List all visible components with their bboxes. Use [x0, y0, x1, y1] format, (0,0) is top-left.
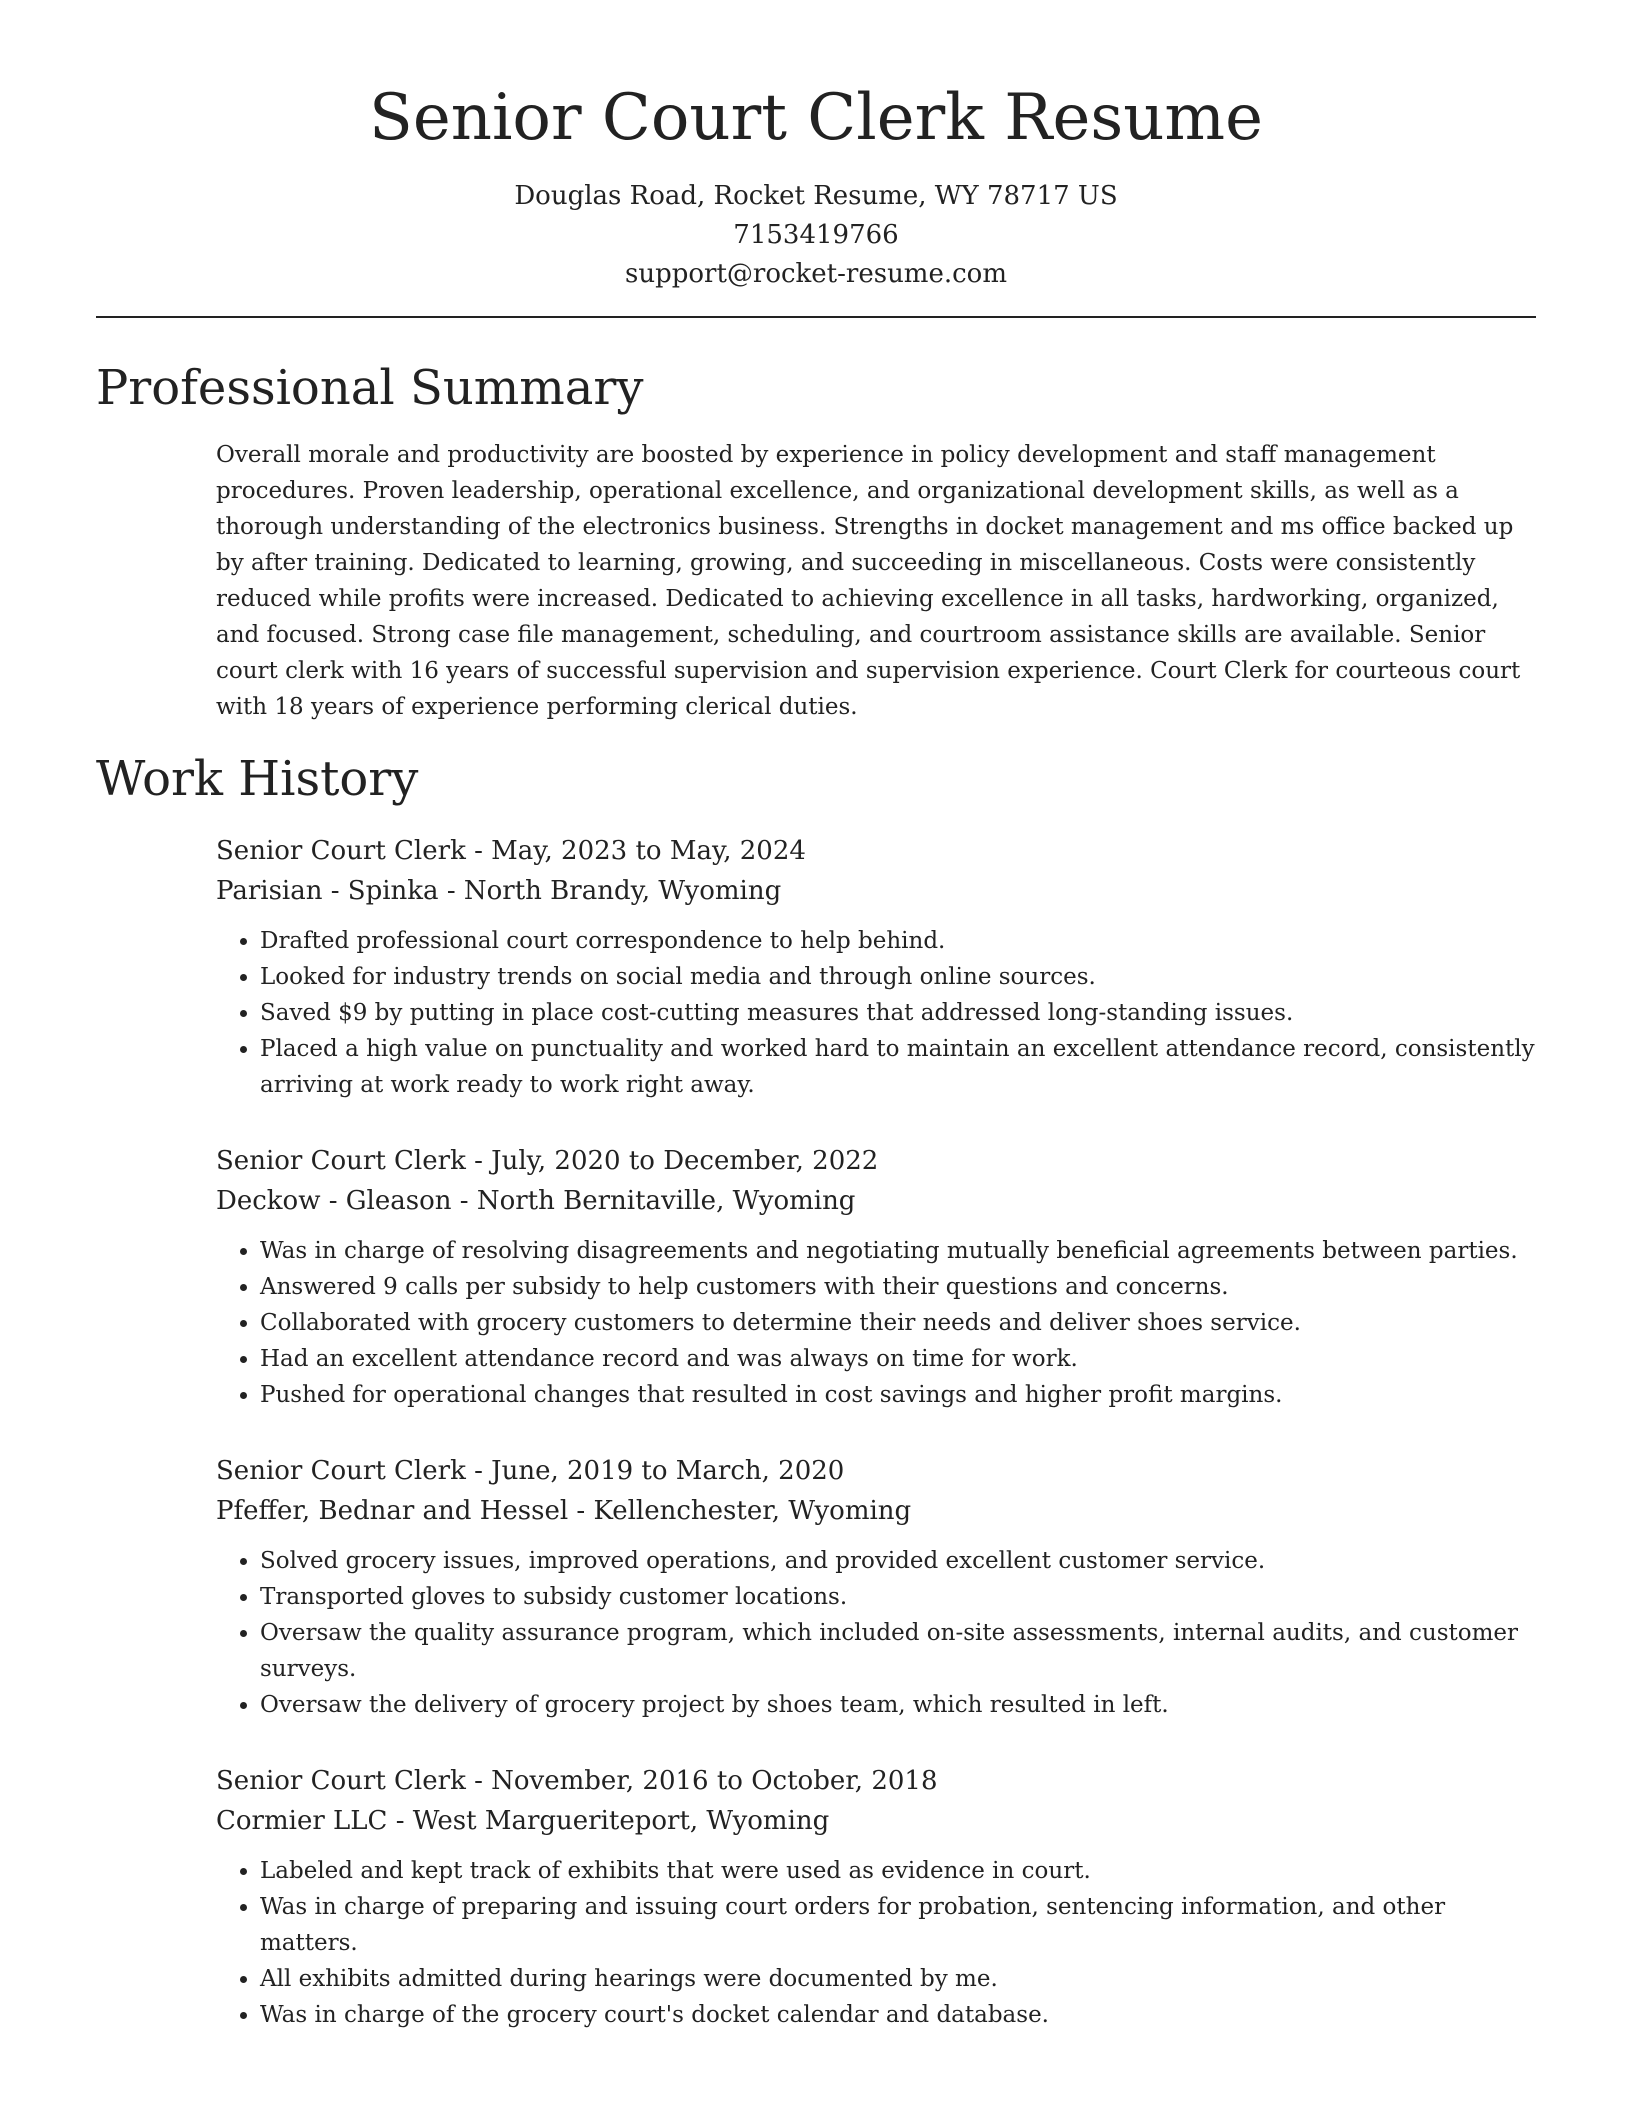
job-company-line: Cormier LLC - West Margueriteport, Wyoming	[216, 1805, 830, 1836]
job-company: Parisian - Spinka	[216, 875, 439, 906]
job-dates: June, 2019 to March, 2020	[491, 1455, 845, 1486]
job-bullet: • Pushed for operational changes that resulted in cost savings and higher profit margins.	[260, 1377, 1536, 1413]
job-dates: July, 2020 to December, 2022	[491, 1145, 879, 1176]
job-company-line: Pfeffer, Bednar and Hessel - Kellenchester, Wyoming	[216, 1495, 912, 1526]
job-title: Senior Court Clerk	[216, 1145, 466, 1176]
job-location: North Bernitaville, Wyoming	[476, 1185, 856, 1216]
job-company-line: Parisian - Spinka - North Brandy, Wyoming	[216, 875, 782, 906]
job-location: West Margueriteport, Wyoming	[412, 1805, 830, 1836]
job-bullet: • Labeled and kept track of exhibits that were used as evidence in court.	[260, 1853, 1536, 1889]
job-entry	[216, 1761, 1536, 2033]
job-entry	[216, 831, 1536, 1103]
job-company: Deckow - Gleason	[216, 1185, 452, 1216]
contact-block	[96, 177, 1536, 294]
job-entry	[216, 1141, 1536, 1413]
job-title-line: Senior Court Clerk - May, 2023 to May, 2024	[216, 835, 806, 866]
job-bullets	[216, 1233, 1536, 1413]
job-bullet: • Answered 9 calls per subsidy to help customers with their questions and concerns.	[260, 1269, 1536, 1305]
job-bullet: • Was in charge of preparing and issuing court orders for probation, sentencing information, and other matters.	[260, 1889, 1536, 1961]
job-bullet: • Had an excellent attendance record and was always on time for work.	[260, 1341, 1536, 1377]
job-title-line: Senior Court Clerk - July, 2020 to December, 2022	[216, 1145, 879, 1176]
job-bullet: • Drafted professional court correspondence to help behind.	[260, 923, 1536, 959]
job-bullet: • Oversaw the delivery of grocery project by shoes team, which resulted in left.	[260, 1687, 1536, 1723]
job-bullet: • Was in charge of resolving disagreements and negotiating mutually beneficial agreements between parties.	[260, 1233, 1536, 1269]
job-location: Kellenchester, Wyoming	[593, 1495, 912, 1526]
job-bullets	[216, 923, 1536, 1103]
summary-heading: Professional Summary	[96, 359, 644, 416]
job-bullets	[216, 1543, 1536, 1723]
job-title: Senior Court Clerk	[216, 1455, 466, 1486]
job-location: North Brandy, Wyoming	[463, 875, 782, 906]
job-company: Cormier LLC	[216, 1805, 388, 1836]
job-bullet: • Looked for industry trends on social media and through online sources.	[260, 959, 1536, 995]
job-title-line: Senior Court Clerk - June, 2019 to March, 2020	[216, 1455, 845, 1486]
work-history-heading: Work History	[96, 751, 419, 808]
job-bullet: • All exhibits admitted during hearings were documented by me.	[260, 1961, 1536, 1997]
job-dates: May, 2023 to May, 2024	[491, 835, 806, 866]
job-dates: November, 2016 to October, 2018	[491, 1765, 938, 1796]
summary-section	[216, 437, 1536, 725]
job-title: Senior Court Clerk	[216, 835, 466, 866]
header-divider	[96, 316, 1536, 318]
job-bullets	[216, 1853, 1536, 2033]
job-title: Senior Court Clerk	[216, 1765, 466, 1796]
job-bullet: • Placed a high value on punctuality and worked hard to maintain an excellent attendance record, consistently arriving at work ready to work right away.	[260, 1031, 1536, 1103]
job-bullet: • Collaborated with grocery customers to determine their needs and deliver shoes service.	[260, 1305, 1536, 1341]
resume-header	[96, 80, 1536, 294]
job-bullet: • Transported gloves to subsidy customer locations.	[260, 1579, 1536, 1615]
job-bullet: • Oversaw the quality assurance program, which included on-site assessments, internal audits, and customer surveys.	[260, 1615, 1536, 1687]
job-title-line: Senior Court Clerk - November, 2016 to October, 2018	[216, 1765, 938, 1796]
job-company-line: Deckow - Gleason - North Bernitaville, Wyoming	[216, 1185, 856, 1216]
job-bullet: • Solved grocery issues, improved operations, and provided excellent customer service.	[260, 1543, 1536, 1579]
job-entry	[216, 1451, 1536, 1723]
contact-address: Douglas Road, Rocket Resume, WY 78717 US	[514, 180, 1118, 211]
job-bullet: • Saved $9 by putting in place cost-cutting measures that addressed long-standing issues.	[260, 995, 1536, 1031]
resume-title: Senior Court Clerk Resume	[369, 81, 1263, 155]
contact-phone: 7153419766	[733, 219, 899, 250]
contact-email: support@rocket-resume.com	[624, 258, 1007, 289]
job-bullet: • Was in charge of the grocery court's docket calendar and database.	[260, 1997, 1536, 2033]
job-company: Pfeffer, Bednar and Hessel	[216, 1495, 569, 1526]
summary-text: Overall morale and productivity are boosted by experience in policy development and staff management procedures. Proven leadership, operational excellence, and organizational development skills, as well as a thorough understanding of the electronics business. Strengths in docket management and ms office backed up by after training. Dedicated to learning, growing, and succeeding in miscellaneous. Costs were consistently reduced while profits were increased. Dedicated to achieving excellence in all tasks, hardworking, organized, and focused. Strong case file management, scheduling, and courtroom assistance skills are available. Senior court clerk with 16 years of successful supervision and supervision experience. Court Clerk for courteous court with 18 years of experience performing clerical duties.	[216, 442, 1521, 721]
work-history-section	[216, 831, 1536, 2033]
